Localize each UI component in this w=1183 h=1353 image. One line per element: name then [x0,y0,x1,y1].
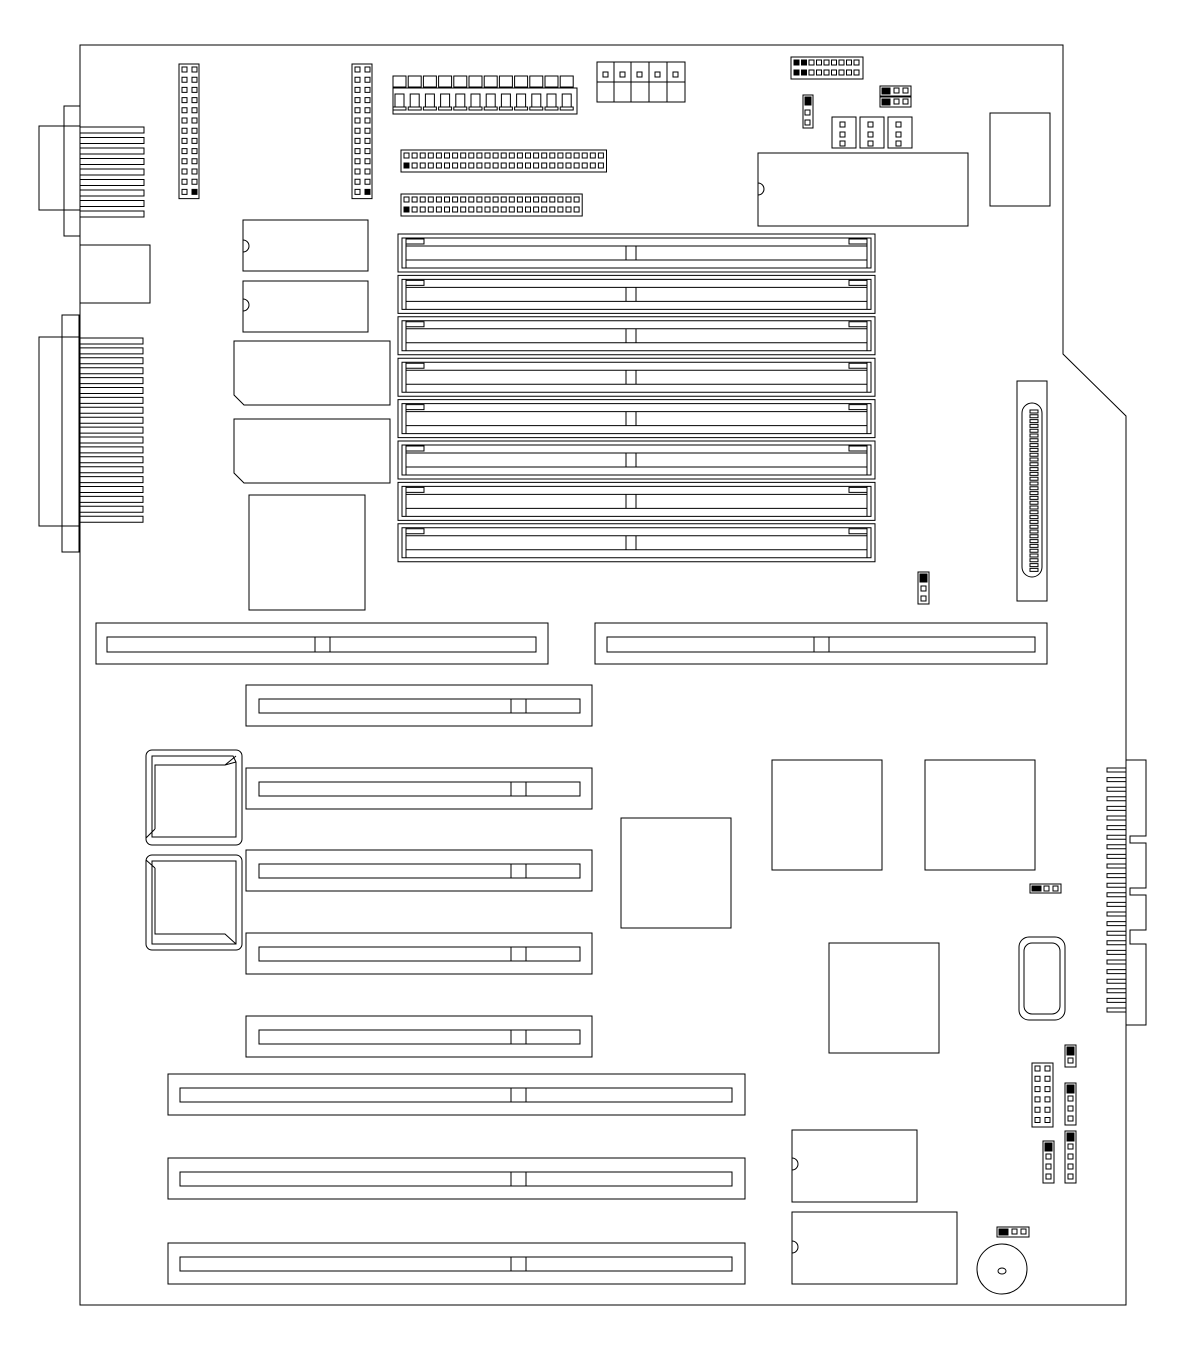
scsi-connector [1017,381,1047,601]
plcc-socket-1 [146,750,242,845]
pci-slots [246,685,592,1057]
battery-block [990,113,1050,206]
usb-port-block [80,245,150,303]
pin-header-floppy [401,194,582,216]
jumper-memory [918,572,929,604]
serial-port-connector [39,106,144,236]
cache-chip [249,495,365,610]
processor-slot-right [595,623,1047,664]
parallel-port-connector [39,315,143,552]
plcc-chip-1 [234,341,390,405]
processor-slot-left [96,623,548,664]
fan-connectors [832,117,912,148]
speaker [977,1244,1027,1294]
oscillator [1019,937,1065,1020]
pin-header-ide [401,150,607,172]
chipset-1 [621,818,731,928]
dip-chip-1 [243,220,368,271]
pin-header-left-1 [179,64,199,199]
bios-chip-large [758,153,968,226]
jumper-vertical-small [803,95,813,128]
dip-chip-3 [792,1130,917,1202]
dip-chip-4 [792,1212,957,1284]
dip-chip-2 [243,281,368,332]
isa-slots [168,1074,745,1284]
chipset-4 [829,943,939,1053]
jumper-block-top [791,57,863,79]
power-connector [597,62,685,102]
memory-slots [398,234,875,562]
plcc-socket-2 [146,855,242,950]
chipset-2 [772,760,882,870]
chipset-3 [925,760,1035,870]
jumper-pair-top-right [880,86,911,107]
pin-header-left-2 [352,64,372,199]
dip-switch-bank [393,76,577,114]
plcc-chip-2 [234,419,390,483]
